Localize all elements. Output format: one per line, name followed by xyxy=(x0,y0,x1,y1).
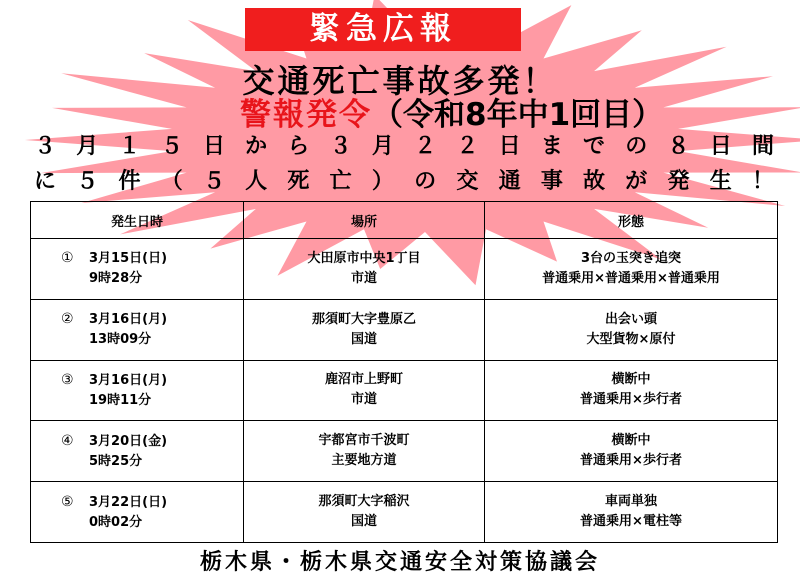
summary-char: ８ xyxy=(667,134,690,159)
accident-type: 出会い頭 xyxy=(604,311,657,327)
place-name: 宇都宮市千波町 xyxy=(318,433,410,449)
summary-char: 事 xyxy=(540,169,563,194)
accident-type: 横断中 xyxy=(611,433,651,449)
header-place: 場所 xyxy=(244,202,485,239)
parties: 普通乗用×歩行者 xyxy=(580,392,682,408)
summary-char: ） xyxy=(371,169,394,194)
summary-char: ５ xyxy=(202,169,225,194)
accident-date: 3月16日(月) xyxy=(89,312,168,328)
publisher-footer: 栃木県・栃木県交通安全対策協議会 xyxy=(199,550,600,575)
summary-char: に xyxy=(34,169,57,194)
place-name: 那須町大字豊原乙 xyxy=(311,311,416,327)
parties: 普通乗用×歩行者 xyxy=(580,453,682,469)
row-number: ④ xyxy=(61,432,74,449)
cell-type xyxy=(485,299,778,360)
summary-char: ５ xyxy=(160,134,183,159)
summary-char: 日 xyxy=(709,134,732,159)
road-type: 国道 xyxy=(350,331,377,347)
row-number: ⑤ xyxy=(61,493,74,510)
road-type: 市道 xyxy=(350,392,377,408)
summary-char: ！ xyxy=(751,169,774,194)
cell-type xyxy=(485,239,778,300)
cell-place xyxy=(244,299,485,360)
parties: 大型貨物×原付 xyxy=(586,331,676,347)
accident-time: 19時11分 xyxy=(89,392,152,408)
table-row xyxy=(31,239,778,300)
table-row xyxy=(31,482,778,543)
accident-date: 3月22日(日) xyxy=(89,494,168,510)
summary-char: が xyxy=(625,169,648,194)
row-number: ③ xyxy=(61,371,74,388)
cell-place xyxy=(244,421,485,482)
summary-line-1 xyxy=(34,129,774,160)
header-type: 形態 xyxy=(485,202,778,239)
summary-char: 故 xyxy=(583,169,606,194)
alert-issued: 警報発令 xyxy=(240,97,372,133)
summary-char: ３ xyxy=(34,134,57,159)
accident-time: 13時09分 xyxy=(89,332,152,348)
cell-datetime xyxy=(31,482,244,543)
place-name: 鹿沼市上野町 xyxy=(324,372,403,388)
summary-char: （ xyxy=(160,169,183,194)
row-number: ② xyxy=(61,311,74,328)
cell-datetime xyxy=(31,360,244,421)
parties: 普通乗用×普通乗用×普通乗用 xyxy=(542,270,720,286)
table-row xyxy=(31,360,778,421)
summary-char: ま xyxy=(540,134,563,159)
summary-char: の xyxy=(625,134,648,159)
summary-char: か xyxy=(245,134,268,159)
headline: 交通死亡事故多発！ xyxy=(242,62,558,100)
cell-type xyxy=(485,482,778,543)
accident-type: 3台の玉突き追突 xyxy=(580,250,682,266)
alert-line xyxy=(240,89,800,134)
accident-date: 3月15日(日) xyxy=(89,251,168,267)
cell-type xyxy=(485,360,778,421)
summary-char: ２ xyxy=(414,134,437,159)
road-type: 主要地方道 xyxy=(331,453,397,469)
summary-char: 日 xyxy=(498,134,521,159)
summary-char: 件 xyxy=(118,169,141,194)
header-datetime: 発生日時 xyxy=(31,202,244,239)
summary-char: 発 xyxy=(667,169,690,194)
road-type: 国道 xyxy=(350,514,377,530)
row-number: ① xyxy=(61,250,74,267)
accident-type: 車両単独 xyxy=(604,494,657,510)
accident-date: 3月16日(月) xyxy=(89,372,168,388)
summary-char: ら xyxy=(287,134,310,159)
alert-count: （令和8年中1回目） xyxy=(372,97,664,133)
accident-type: 横断中 xyxy=(611,372,651,388)
summary-char: １ xyxy=(118,134,141,159)
cell-place xyxy=(244,239,485,300)
cell-place xyxy=(244,482,485,543)
summary-char: 死 xyxy=(287,169,310,194)
summary-char: 人 xyxy=(245,169,268,194)
summary-char: 間 xyxy=(751,134,774,159)
place-name: 大田原市中央1丁目 xyxy=(307,250,421,266)
accident-time: 5時25分 xyxy=(89,453,143,469)
cell-type xyxy=(485,421,778,482)
summary-line-2 xyxy=(34,164,774,195)
cell-datetime xyxy=(31,239,244,300)
summary-char: 亡 xyxy=(329,169,352,194)
cell-datetime xyxy=(31,421,244,482)
road-type: 市道 xyxy=(350,270,377,286)
parties: 普通乗用×電柱等 xyxy=(580,514,682,530)
accident-time: 9時28分 xyxy=(89,271,143,287)
summary-char: 通 xyxy=(498,169,521,194)
accident-time: 0時02分 xyxy=(89,514,143,530)
summary-char: 月 xyxy=(371,134,394,159)
table-row xyxy=(31,421,778,482)
summary-char: 月 xyxy=(76,134,99,159)
cell-datetime xyxy=(31,299,244,360)
accident-date: 3月20日(金) xyxy=(89,433,168,449)
place-name: 那須町大字稲沢 xyxy=(318,494,410,510)
summary-char: 生 xyxy=(709,169,732,194)
emergency-badge: 緊急広報 xyxy=(245,8,521,51)
summary-char: ３ xyxy=(329,134,352,159)
table-row xyxy=(31,299,778,360)
summary-char: 日 xyxy=(202,134,225,159)
summary-char: の xyxy=(414,169,437,194)
cell-place xyxy=(244,360,485,421)
summary-char: ５ xyxy=(76,169,99,194)
accident-table xyxy=(30,201,778,543)
table-header-row xyxy=(31,202,778,239)
summary-char: ２ xyxy=(456,134,479,159)
summary-char: 交 xyxy=(456,169,479,194)
summary-char: で xyxy=(583,134,606,159)
